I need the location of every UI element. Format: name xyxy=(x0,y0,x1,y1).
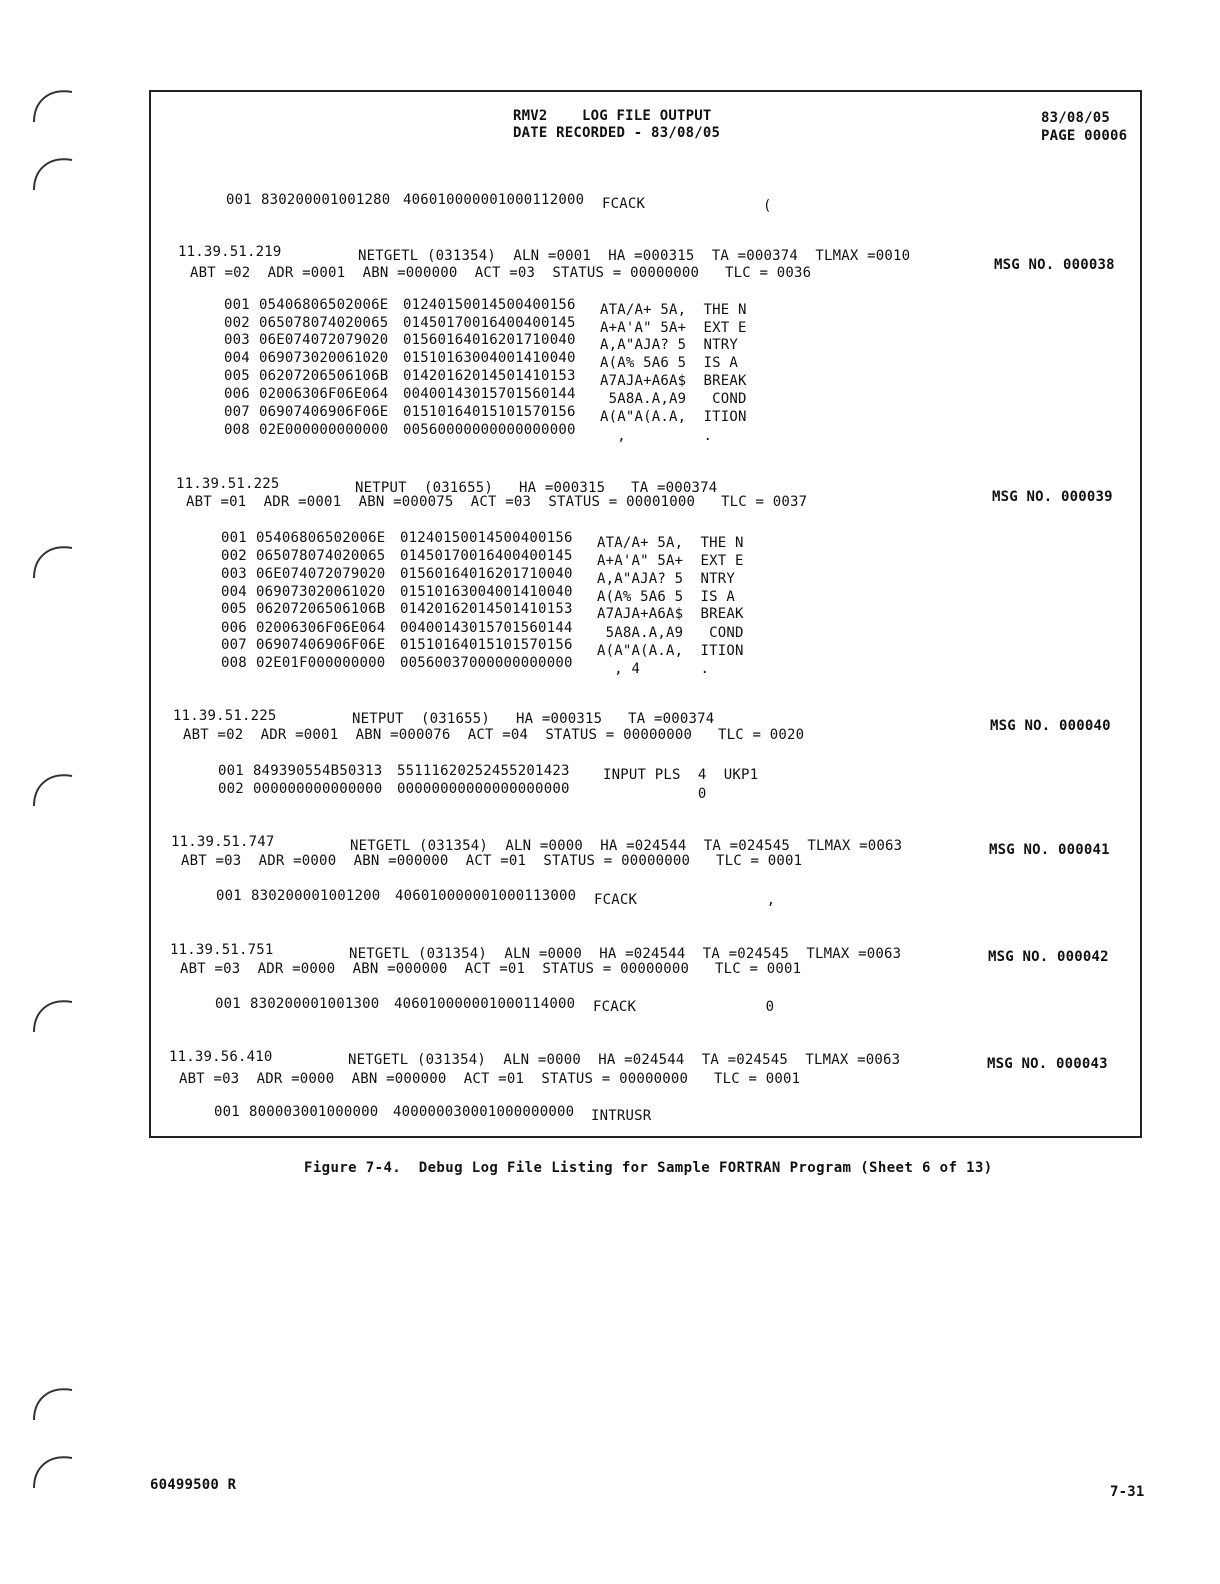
message-number: MSG NO. 000041 xyxy=(989,842,1110,858)
line-number: 003 xyxy=(224,332,250,348)
hex-value: 05406806502006E xyxy=(259,297,389,313)
line-number: 001 xyxy=(224,297,250,313)
message-number: MSG NO. 000039 xyxy=(992,489,1113,505)
line-number: 008 xyxy=(224,422,250,438)
hex-value: 06907406906F06E xyxy=(256,637,386,653)
line-number: 001 xyxy=(221,530,247,546)
octal-value: 00560037000000000000 xyxy=(400,655,573,671)
text-value: FCACK , xyxy=(594,892,776,908)
octal-value: 01560164016201710040 xyxy=(400,566,573,582)
punch-hole-icon xyxy=(28,150,76,198)
line-number: 002 xyxy=(218,781,244,797)
line-number: 004 xyxy=(221,584,247,600)
text-value: A,A"AJA? 5 NTRY xyxy=(597,571,736,587)
text-value: , . xyxy=(600,428,713,444)
punch-hole-icon xyxy=(28,538,76,586)
text-value: 5A8A.A,A9 COND xyxy=(597,625,744,641)
text-value: 0 xyxy=(603,786,707,802)
page-number: 7-31 xyxy=(1110,1484,1145,1500)
text-value: A(A% 5A6 5 IS A xyxy=(597,589,736,605)
listing-title: RMV2 LOG FILE OUTPUT xyxy=(513,108,712,124)
line-number: 008 xyxy=(221,655,247,671)
octal-value: 01510164015101570156 xyxy=(403,404,576,420)
hex-value: 06907406906F06E xyxy=(259,404,389,420)
line-number: 005 xyxy=(221,601,247,617)
hex-value: 06207206506106B xyxy=(259,368,389,384)
line-number: 003 xyxy=(221,566,247,582)
octal-value: 01450170016400400145 xyxy=(400,548,573,564)
hex-value: 069073020061020 xyxy=(256,584,386,600)
octal-value: 400000030001000000000 xyxy=(393,1104,575,1120)
hex-value: 065078074020065 xyxy=(256,548,386,564)
octal-value: 00560000000000000000 xyxy=(403,422,576,438)
text-extra: ( xyxy=(763,198,772,214)
text-value: FCACK 0 xyxy=(593,999,775,1015)
message-time: 11.39.51.751 xyxy=(170,942,274,958)
hex-value: 849390554B50313 xyxy=(253,763,383,779)
line-number: 002 xyxy=(224,315,250,331)
hex-value: 065078074020065 xyxy=(259,315,389,331)
text-value: FCACK xyxy=(602,196,646,212)
message-time: 11.39.51.225 xyxy=(173,708,277,724)
message-time: 11.39.51.747 xyxy=(171,834,275,850)
line-number: 001 xyxy=(216,888,242,904)
octal-value: 406010000001000113000 xyxy=(395,888,577,904)
line-number: 002 xyxy=(221,548,247,564)
hex-value: 069073020061020 xyxy=(259,350,389,366)
message-call-line: NETGETL (031354) ALN =0000 HA =024544 TA =024545 TLMAX =0063 xyxy=(348,1052,901,1068)
document-number: 60499500 R xyxy=(150,1477,237,1493)
octal-value: 00400143015701560144 xyxy=(400,620,573,636)
hex-value: 830200001001300 xyxy=(250,996,380,1012)
hex-value: 000000000000000 xyxy=(253,781,383,797)
header-date: 83/08/05 xyxy=(1041,110,1111,126)
hex-value: 800003001000000 xyxy=(249,1104,379,1120)
message-call-line: NETGETL (031354) ALN =0000 HA =024544 TA =024545 TLMAX =0063 xyxy=(349,946,902,962)
figure-caption: Figure 7-4. Debug Log File Listing for Sample FORTRAN Program (Sheet 6 of 13) xyxy=(304,1160,993,1176)
octal-value: 406010000001000112000 xyxy=(403,192,585,208)
hex-value: 06E074072079020 xyxy=(259,332,389,348)
header-page: PAGE 00006 xyxy=(1041,128,1128,144)
line-number: 006 xyxy=(221,620,247,636)
message-number: MSG NO. 000043 xyxy=(987,1056,1108,1072)
octal-value: 00400143015701560144 xyxy=(403,386,576,402)
message-status-line: ABT =02 ADR =0001 ABN =000000 ACT =03 STATUS = 00000000 TLC = 0036 xyxy=(190,265,812,281)
octal-value: 01560164016201710040 xyxy=(403,332,576,348)
message-call-line: NETPUT (031655) HA =000315 TA =000374 xyxy=(355,480,718,496)
line-number: 001 xyxy=(226,192,252,208)
hex-value: 05406806502006E xyxy=(256,530,386,546)
message-number: MSG NO. 000042 xyxy=(988,949,1109,965)
text-value: A(A"A(A.A, ITION xyxy=(600,409,747,425)
punch-hole-icon xyxy=(28,992,76,1040)
message-call-line: NETGETL (031354) ALN =0000 HA =024544 TA =024545 TLMAX =0063 xyxy=(350,838,903,854)
hex-value: 02006306F06E064 xyxy=(259,386,389,402)
octal-value: 01510164015101570156 xyxy=(400,637,573,653)
message-number: MSG NO. 000040 xyxy=(990,718,1111,734)
text-value: A(A% 5A6 5 IS A xyxy=(600,355,739,371)
message-time: 11.39.51.225 xyxy=(176,476,280,492)
message-status-line: ABT =01 ADR =0001 ABN =000075 ACT =03 STATUS = 00001000 TLC = 0037 xyxy=(186,494,808,510)
message-status-line: ABT =02 ADR =0001 ABN =000076 ACT =04 STATUS = 00000000 TLC = 0020 xyxy=(183,727,805,743)
line-number: 001 xyxy=(215,996,241,1012)
message-status-line: ABT =03 ADR =0000 ABN =000000 ACT =01 STATUS = 00000000 TLC = 0001 xyxy=(181,853,803,869)
message-status-line: ABT =03 ADR =0000 ABN =000000 ACT =01 STATUS = 00000000 TLC = 0001 xyxy=(179,1071,801,1087)
message-time: 11.39.56.410 xyxy=(169,1049,273,1065)
line-number: 005 xyxy=(224,368,250,384)
punch-hole-icon xyxy=(28,766,76,814)
message-number: MSG NO. 000038 xyxy=(994,257,1115,273)
text-value: ATA/A+ 5A, THE N xyxy=(597,535,744,551)
octal-value: 01420162014501410153 xyxy=(403,368,576,384)
text-value: A+A'A" 5A+ EXT E xyxy=(597,553,744,569)
text-value: INPUT PLS 4 UKP1 xyxy=(603,767,759,783)
text-value: ATA/A+ 5A, THE N xyxy=(600,302,747,318)
line-number: 007 xyxy=(224,404,250,420)
message-status-line: ABT =03 ADR =0000 ABN =000000 ACT =01 STATUS = 00000000 TLC = 0001 xyxy=(180,961,802,977)
text-value: A+A'A" 5A+ EXT E xyxy=(600,320,747,336)
line-number: 006 xyxy=(224,386,250,402)
punch-hole-icon xyxy=(28,1448,76,1496)
line-number: 001 xyxy=(218,763,244,779)
octal-value: 01510163004001410040 xyxy=(403,350,576,366)
text-value: A7AJA+A6A$ BREAK xyxy=(600,373,747,389)
text-value: , 4 . xyxy=(597,661,710,677)
message-call-line: NETPUT (031655) HA =000315 TA =000374 xyxy=(352,711,715,727)
octal-value: 00000000000000000000 xyxy=(397,781,570,797)
punch-hole-icon xyxy=(28,1380,76,1428)
hex-value: 830200001001200 xyxy=(251,888,381,904)
hex-value: 02006306F06E064 xyxy=(256,620,386,636)
hex-value: 830200001001280 xyxy=(261,192,391,208)
line-number: 007 xyxy=(221,637,247,653)
octal-value: 01510163004001410040 xyxy=(400,584,573,600)
message-time: 11.39.51.219 xyxy=(178,244,282,260)
hex-value: 06207206506106B xyxy=(256,601,386,617)
text-value: A7AJA+A6A$ BREAK xyxy=(597,606,744,622)
octal-value: 01450170016400400145 xyxy=(403,315,576,331)
line-number: 001 xyxy=(214,1104,240,1120)
text-value: A(A"A(A.A, ITION xyxy=(597,643,744,659)
message-call-line: NETGETL (031354) ALN =0001 HA =000315 TA =000374 TLMAX =0010 xyxy=(358,248,911,264)
date-recorded: DATE RECORDED - 83/08/05 xyxy=(513,125,721,141)
octal-value: 01240150014500400156 xyxy=(403,297,576,313)
text-value: A,A"AJA? 5 NTRY xyxy=(600,337,739,353)
hex-value: 02E000000000000 xyxy=(259,422,389,438)
hex-value: 06E074072079020 xyxy=(256,566,386,582)
octal-value: 55111620252455201423 xyxy=(397,763,570,779)
octal-value: 406010000001000114000 xyxy=(394,996,576,1012)
octal-value: 01240150014500400156 xyxy=(400,530,573,546)
hex-value: 02E01F000000000 xyxy=(256,655,386,671)
text-value: INTRUSR xyxy=(591,1108,652,1124)
line-number: 004 xyxy=(224,350,250,366)
punch-hole-icon xyxy=(28,82,76,130)
text-value: 5A8A.A,A9 COND xyxy=(600,391,747,407)
octal-value: 01420162014501410153 xyxy=(400,601,573,617)
